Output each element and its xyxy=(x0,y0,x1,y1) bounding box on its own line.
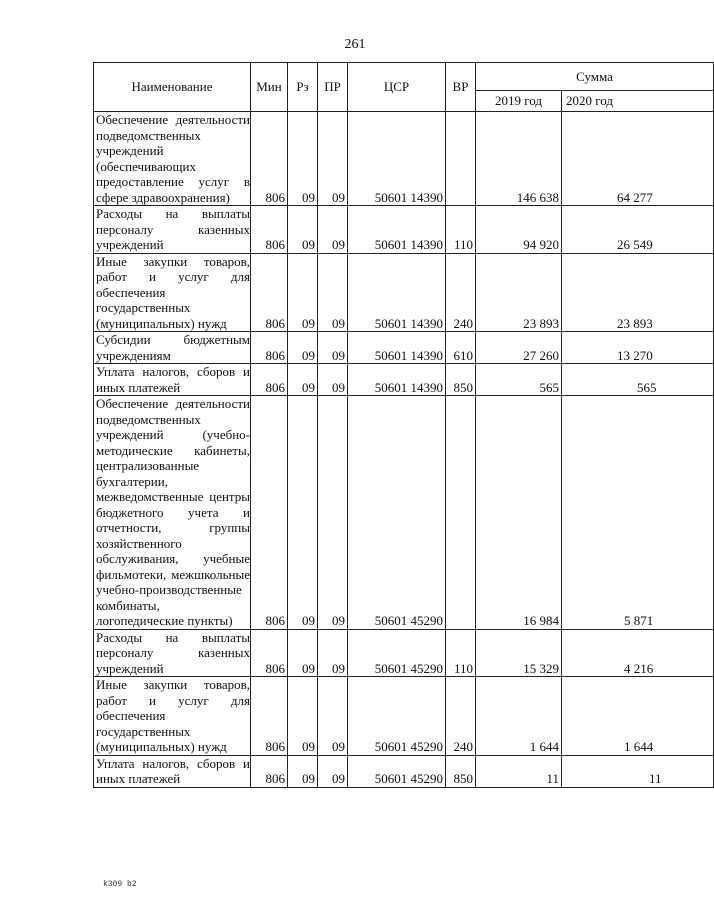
row-2020: 64 277 xyxy=(562,112,714,206)
row-min: 806 xyxy=(251,364,288,396)
row-pr: 09 xyxy=(318,755,348,787)
header-csr: ЦСР xyxy=(348,63,446,112)
budget-table xyxy=(93,62,714,788)
row-vr: 110 xyxy=(446,629,476,677)
table-row xyxy=(94,629,714,677)
header-min: Мин xyxy=(251,63,288,112)
header-year-2020: 2020 год xyxy=(562,91,714,112)
row-csr: 50601 45290 xyxy=(348,396,446,630)
row-2019: 1 644 xyxy=(476,677,562,756)
row-csr: 50601 45290 xyxy=(348,677,446,756)
row-csr: 50601 14390 xyxy=(348,364,446,396)
row-2020: 565 xyxy=(562,364,714,396)
table-row xyxy=(94,253,714,332)
header-name: Наименование xyxy=(94,63,251,112)
row-name: Обеспечение деятельности подведомственных учреждений (учебно-методические кабинеты, централизованные бухгалтерии, межведомственные центры бюджетного учета и отчетности, группы хозяйственного обслуживания, учебные фильмотеки, межшкольные учебно-производственные комбинаты, логопедические пункты) xyxy=(94,396,251,630)
row-rz: 09 xyxy=(288,396,318,630)
table-row xyxy=(94,396,714,630)
row-pr: 09 xyxy=(318,112,348,206)
table-row xyxy=(94,755,714,787)
row-name: Обеспечение деятельности подведомственных учреждений (обеспечивающих предоставление услуг в сфере здравоохранения) xyxy=(94,112,251,206)
page-number: 261 xyxy=(344,37,366,52)
row-vr: 240 xyxy=(446,677,476,756)
row-rz: 09 xyxy=(288,332,318,364)
table-header-row xyxy=(94,63,714,91)
row-csr: 50601 45290 xyxy=(348,629,446,677)
row-2019: 94 920 xyxy=(476,206,562,254)
row-2019: 15 329 xyxy=(476,629,562,677)
row-rz: 09 xyxy=(288,364,318,396)
header-rz: Рз xyxy=(288,63,318,112)
footer-code: k309 b2 xyxy=(103,880,137,889)
row-2020: 1 644 xyxy=(562,677,714,756)
row-name: Иные закупки товаров, работ и услуг для обеспечения государственных (муниципальных) нужд xyxy=(94,677,251,756)
row-pr: 09 xyxy=(318,206,348,254)
row-min: 806 xyxy=(251,206,288,254)
row-csr: 50601 14390 xyxy=(348,112,446,206)
row-min: 806 xyxy=(251,677,288,756)
header-pr: ПР xyxy=(318,63,348,112)
row-min: 806 xyxy=(251,253,288,332)
row-2020: 11 xyxy=(562,755,714,787)
row-csr: 50601 14390 xyxy=(348,206,446,254)
row-min: 806 xyxy=(251,112,288,206)
row-vr: 240 xyxy=(446,253,476,332)
row-csr: 50601 14390 xyxy=(348,253,446,332)
table-row xyxy=(94,364,714,396)
row-name: Расходы на выплаты персоналу казенных учреждений xyxy=(94,629,251,677)
row-vr: 850 xyxy=(446,364,476,396)
row-rz: 09 xyxy=(288,253,318,332)
row-2020: 26 549 xyxy=(562,206,714,254)
row-vr xyxy=(446,112,476,206)
table-row xyxy=(94,112,714,206)
row-rz: 09 xyxy=(288,677,318,756)
row-min: 806 xyxy=(251,396,288,630)
row-name: Иные закупки товаров, работ и услуг для обеспечения государственных (муниципальных) нужд xyxy=(94,253,251,332)
row-rz: 09 xyxy=(288,629,318,677)
row-pr: 09 xyxy=(318,332,348,364)
row-rz: 09 xyxy=(288,206,318,254)
table-row xyxy=(94,332,714,364)
row-name: Уплата налогов, сборов и иных платежей xyxy=(94,364,251,396)
row-csr: 50601 45290 xyxy=(348,755,446,787)
row-2020: 5 871 xyxy=(562,396,714,630)
row-name: Субсидии бюджетным учреждениям xyxy=(94,332,251,364)
row-vr xyxy=(446,396,476,630)
row-2019: 11 xyxy=(476,755,562,787)
row-min: 806 xyxy=(251,629,288,677)
row-2020: 23 893 xyxy=(562,253,714,332)
row-pr: 09 xyxy=(318,364,348,396)
row-vr: 110 xyxy=(446,206,476,254)
row-2019: 16 984 xyxy=(476,396,562,630)
header-sum: Сумма xyxy=(476,63,714,91)
row-2020: 13 270 xyxy=(562,332,714,364)
row-name: Уплата налогов, сборов и иных платежей xyxy=(94,755,251,787)
row-vr: 850 xyxy=(446,755,476,787)
row-name: Расходы на выплаты персоналу казенных учреждений xyxy=(94,206,251,254)
table-row xyxy=(94,677,714,756)
row-pr: 09 xyxy=(318,396,348,630)
row-2019: 27 260 xyxy=(476,332,562,364)
row-rz: 09 xyxy=(288,755,318,787)
row-2020: 4 216 xyxy=(562,629,714,677)
row-pr: 09 xyxy=(318,677,348,756)
header-vr: ВР xyxy=(446,63,476,112)
row-vr: 610 xyxy=(446,332,476,364)
header-year-2019: 2019 год xyxy=(476,91,562,112)
table-row xyxy=(94,206,714,254)
row-min: 806 xyxy=(251,332,288,364)
row-rz: 09 xyxy=(288,112,318,206)
row-csr: 50601 14390 xyxy=(348,332,446,364)
row-2019: 23 893 xyxy=(476,253,562,332)
row-pr: 09 xyxy=(318,629,348,677)
row-min: 806 xyxy=(251,755,288,787)
row-pr: 09 xyxy=(318,253,348,332)
row-2019: 146 638 xyxy=(476,112,562,206)
row-2019: 565 xyxy=(476,364,562,396)
